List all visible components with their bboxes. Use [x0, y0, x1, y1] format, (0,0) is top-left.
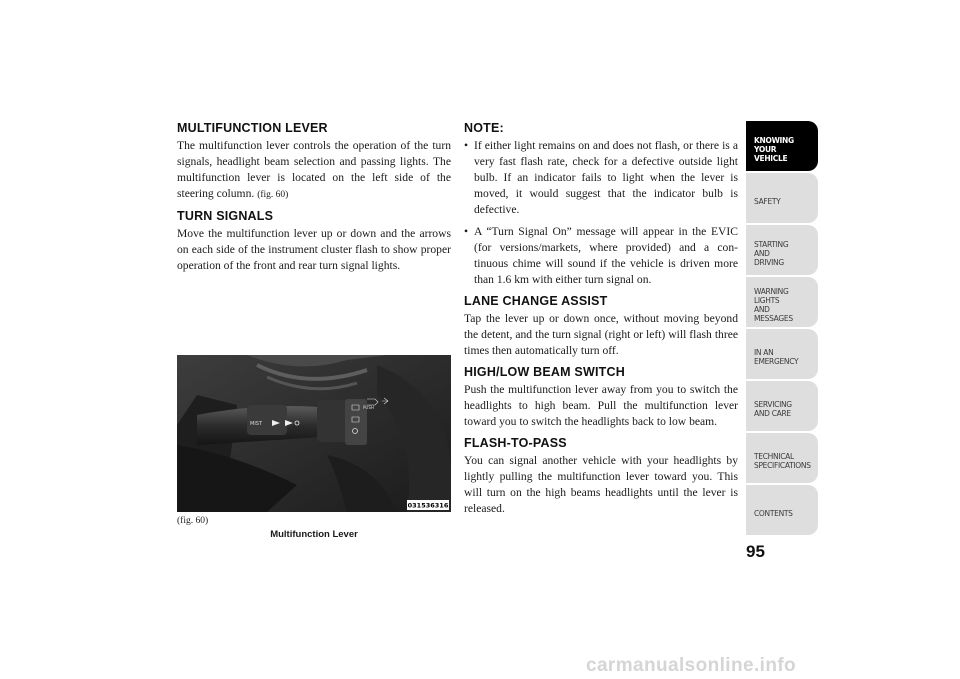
- list-item: • If either light remains on and does not flash, or there is a very fast flash rate, check for a defective outside light bulb. If an indicator fails to light when the lever is moved, it would suggest that the indicator bulb is defective.: [464, 139, 738, 216]
- lever-illustration: [177, 355, 451, 512]
- high-low-beam-heading: HIGH/LOW BEAM SWITCH: [464, 365, 625, 379]
- figure-caption: Multifunction Lever: [270, 529, 358, 540]
- page-number: 95: [746, 542, 765, 561]
- chapter-tabs: [746, 121, 818, 537]
- note-list: [464, 138, 738, 288]
- tab-knowing-your-vehicle[interactable]: KNOWING YOUR VEHICLE: [746, 121, 818, 171]
- tab-servicing-and-care[interactable]: SERVICING AND CARE: [746, 381, 818, 431]
- flash-to-pass-heading: FLASH-TO-PASS: [464, 436, 567, 450]
- multifunction-lever-text: [177, 138, 451, 203]
- multifunction-lever-body: The multifunction lever controls the operation of the turn signals, headlight beam selection and passing lights. The multifunction lever is located on the left side of the steering column.: [177, 139, 451, 200]
- high-low-beam-text: Push the multifunction lever away from you to switch the headlights to high beam. Pull the multifunction lever toward you to switch the headlights back to low beam.: [464, 383, 738, 428]
- list-item: • A “Turn Signal On” message will appear in the EVIC (for versions/markets, where provided) and a con-tinuous chime will sound if the vehicle is driven more than 1.6 km with either turn signal on.: [464, 225, 738, 286]
- lever-mist-label: MIST: [250, 421, 263, 427]
- right-column: [464, 121, 738, 523]
- tab-warning-lights[interactable]: WARNING LIGHTS AND MESSAGES: [746, 277, 818, 327]
- tab-in-an-emergency[interactable]: IN AN EMERGENCY: [746, 329, 818, 379]
- tab-starting-and-driving[interactable]: STARTING AND DRIVING: [746, 225, 818, 275]
- figure-code: 031536316: [407, 501, 449, 510]
- multifunction-lever-photo: [177, 355, 451, 512]
- note-heading: NOTE:: [464, 121, 504, 135]
- turn-signals-heading: TURN SIGNALS: [177, 209, 274, 223]
- lane-change-assist-heading: LANE CHANGE ASSIST: [464, 294, 608, 308]
- multifunction-lever-heading: MULTIFUNCTION LEVER: [177, 121, 328, 135]
- lever-push-label: PUSH: [363, 405, 374, 410]
- tab-contents[interactable]: CONTENTS: [746, 485, 818, 535]
- figure-reference: (fig. 60): [257, 190, 289, 200]
- watermark: carmanualsonline.info: [586, 655, 797, 676]
- turn-signals-text: Move the multifunction lever up or down and the arrows on each side of the instrument cluster flash to show proper operation of the front and rear turn signal lights.: [177, 227, 451, 272]
- tab-safety[interactable]: SAFETY: [746, 173, 818, 223]
- figure-number: (fig. 60): [177, 516, 209, 526]
- flash-to-pass-text: You can signal another vehicle with your headlights by lightly pulling the multifunction lever toward you. This will turn on the high beams headlights until the lever is released.: [464, 454, 738, 515]
- lane-change-assist-text: Tap the lever up or down once, without moving beyond the detent, and the turn signal (right or left) will flash three times then automatically turn off.: [464, 312, 738, 357]
- left-column: [177, 121, 451, 280]
- tab-technical-specifications[interactable]: TECHNICAL SPECIFICATIONS: [746, 433, 818, 483]
